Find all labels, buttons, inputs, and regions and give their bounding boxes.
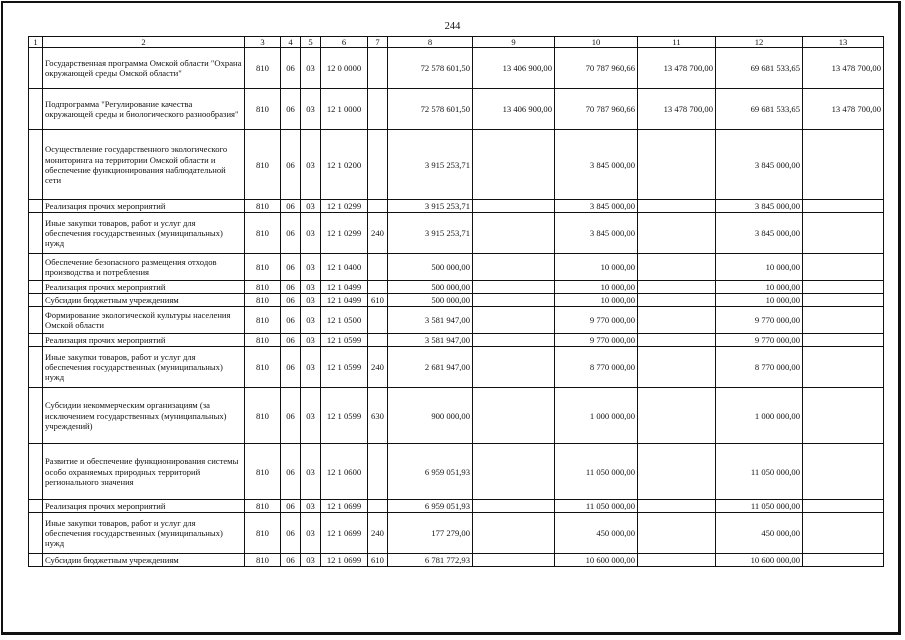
- table-row: [29, 89, 884, 130]
- table-cell: 03: [301, 130, 321, 200]
- table-cell: [638, 347, 716, 388]
- table-cell: [368, 281, 388, 294]
- table-cell: 810: [245, 294, 281, 307]
- table-cell: 1 000 000,00: [716, 388, 803, 444]
- table-cell: 06: [281, 444, 301, 500]
- table-cell: [638, 213, 716, 254]
- table-cell: 810: [245, 347, 281, 388]
- table-cell: [473, 513, 555, 554]
- table-cell: 13 406 900,00: [473, 48, 555, 89]
- table-cell: 69 681 533,65: [716, 89, 803, 130]
- table-cell: [638, 294, 716, 307]
- column-header: 1: [29, 37, 43, 48]
- table-cell: 06: [281, 347, 301, 388]
- table-cell: 810: [245, 334, 281, 347]
- table-row: [29, 388, 884, 444]
- table-cell: [368, 48, 388, 89]
- table-cell: [638, 254, 716, 281]
- table-cell: 6 959 051,93: [388, 444, 473, 500]
- table-cell: 3 915 253,71: [388, 200, 473, 213]
- table-cell: [29, 388, 43, 444]
- table-cell: [803, 444, 884, 500]
- table-cell: [638, 334, 716, 347]
- table-cell: 70 787 960,66: [555, 89, 638, 130]
- table-cell: 9 770 000,00: [716, 334, 803, 347]
- table-cell: 10 000,00: [716, 294, 803, 307]
- table-cell: 12 1 0599: [321, 334, 368, 347]
- table-cell: 11 050 000,00: [716, 444, 803, 500]
- table-cell: 12 1 0299: [321, 213, 368, 254]
- table-cell: 3 845 000,00: [555, 200, 638, 213]
- table-cell: [29, 444, 43, 500]
- table-cell: [803, 213, 884, 254]
- table-cell: 72 578 601,50: [388, 48, 473, 89]
- table-row: [29, 513, 884, 554]
- row-name-cell: Субсидии бюджетным учреждениям: [43, 554, 245, 567]
- row-name-cell: Реализация прочих мероприятий: [43, 500, 245, 513]
- table-cell: 06: [281, 254, 301, 281]
- row-name-cell: Осуществление государственного экологического мониторинга на территории Омской области и обеспечение функционирования наблюдательной сети: [43, 130, 245, 200]
- table-cell: 177 279,00: [388, 513, 473, 554]
- column-header: 5: [301, 37, 321, 48]
- table-cell: [368, 130, 388, 200]
- table-row: [29, 334, 884, 347]
- table-cell: [368, 254, 388, 281]
- table-cell: 6 781 772,93: [388, 554, 473, 567]
- column-header: 4: [281, 37, 301, 48]
- table-cell: [803, 513, 884, 554]
- column-header: 10: [555, 37, 638, 48]
- table-cell: 1 000 000,00: [555, 388, 638, 444]
- table-cell: 06: [281, 334, 301, 347]
- table-cell: 12 1 0000: [321, 89, 368, 130]
- table-row: [29, 130, 884, 200]
- table-cell: 12 1 0699: [321, 554, 368, 567]
- row-name-cell: Подпрограмма "Регулирование качества окружающей среды и биологического разнообразия": [43, 89, 245, 130]
- table-cell: 03: [301, 48, 321, 89]
- table-cell: [638, 554, 716, 567]
- table-row: [29, 281, 884, 294]
- table-cell: 810: [245, 554, 281, 567]
- table-cell: [473, 213, 555, 254]
- table-cell: [473, 200, 555, 213]
- table-cell: 10 600 000,00: [555, 554, 638, 567]
- table-cell: 03: [301, 500, 321, 513]
- table-cell: 10 000,00: [555, 254, 638, 281]
- table-cell: 06: [281, 48, 301, 89]
- table-cell: 810: [245, 254, 281, 281]
- table-cell: 12 1 0699: [321, 500, 368, 513]
- table-cell: [473, 347, 555, 388]
- table-cell: 06: [281, 89, 301, 130]
- table-cell: [803, 254, 884, 281]
- table-cell: 810: [245, 281, 281, 294]
- table-cell: 240: [368, 513, 388, 554]
- table-cell: [29, 347, 43, 388]
- table-cell: [473, 500, 555, 513]
- table-cell: [803, 554, 884, 567]
- table-row: [29, 444, 884, 500]
- table-cell: 12 1 0299: [321, 200, 368, 213]
- table-cell: 06: [281, 213, 301, 254]
- table-cell: 06: [281, 294, 301, 307]
- table-cell: 3 845 000,00: [716, 213, 803, 254]
- page-number: 244: [444, 21, 461, 32]
- table-cell: 13 406 900,00: [473, 89, 555, 130]
- row-name-cell: Субсидии некоммерческим организациям (за исключением государственных (муниципальных) учреждений): [43, 388, 245, 444]
- table-cell: [29, 554, 43, 567]
- table-cell: [473, 307, 555, 334]
- table-cell: 3 581 947,00: [388, 334, 473, 347]
- table-cell: 12 1 0599: [321, 388, 368, 444]
- table-cell: 03: [301, 334, 321, 347]
- column-header: 7: [368, 37, 388, 48]
- table-row: [29, 347, 884, 388]
- table-cell: 69 681 533,65: [716, 48, 803, 89]
- row-name-cell: Обеспечение безопасного размещения отходов производства и потребления: [43, 254, 245, 281]
- table-cell: 12 1 0600: [321, 444, 368, 500]
- table-cell: 06: [281, 388, 301, 444]
- row-name-cell: Реализация прочих мероприятий: [43, 334, 245, 347]
- table-cell: [473, 130, 555, 200]
- table-cell: 12 1 0200: [321, 130, 368, 200]
- table-cell: 8 770 000,00: [716, 347, 803, 388]
- table-cell: 11 050 000,00: [555, 444, 638, 500]
- table-cell: 3 845 000,00: [716, 200, 803, 213]
- table-cell: [638, 130, 716, 200]
- table-cell: [803, 294, 884, 307]
- table-cell: 630: [368, 388, 388, 444]
- table-cell: 450 000,00: [555, 513, 638, 554]
- table-cell: [638, 281, 716, 294]
- table-cell: [638, 307, 716, 334]
- table-cell: 03: [301, 307, 321, 334]
- table-cell: [368, 334, 388, 347]
- row-name-cell: Иные закупки товаров, работ и услуг для обеспечения государственных (муниципальных) нужд: [43, 213, 245, 254]
- table-cell: 03: [301, 200, 321, 213]
- table-cell: 11 050 000,00: [716, 500, 803, 513]
- table-cell: 3 845 000,00: [555, 213, 638, 254]
- table-cell: [638, 388, 716, 444]
- table-cell: 9 770 000,00: [555, 334, 638, 347]
- table-row: [29, 307, 884, 334]
- table-cell: [29, 48, 43, 89]
- table-cell: 12 1 0599: [321, 347, 368, 388]
- table-cell: [29, 281, 43, 294]
- table-cell: 03: [301, 347, 321, 388]
- table-cell: 8 770 000,00: [555, 347, 638, 388]
- table-cell: [803, 500, 884, 513]
- row-name-cell: Формирование экологической культуры населения Омской области: [43, 307, 245, 334]
- table-cell: 03: [301, 213, 321, 254]
- column-header: 9: [473, 37, 555, 48]
- table-cell: 900 000,00: [388, 388, 473, 444]
- table-cell: [638, 444, 716, 500]
- table-cell: [29, 89, 43, 130]
- table-cell: 06: [281, 281, 301, 294]
- table-cell: 2 681 947,00: [388, 347, 473, 388]
- table-cell: 03: [301, 513, 321, 554]
- table-cell: [368, 444, 388, 500]
- column-header: 8: [388, 37, 473, 48]
- table-cell: [473, 281, 555, 294]
- header-row: [29, 37, 884, 48]
- row-name-cell: Реализация прочих мероприятий: [43, 281, 245, 294]
- table-cell: [473, 388, 555, 444]
- table-cell: 240: [368, 347, 388, 388]
- table-cell: [368, 89, 388, 130]
- table-cell: 3 915 253,71: [388, 130, 473, 200]
- table-cell: 10 000,00: [555, 294, 638, 307]
- table-cell: 3 581 947,00: [388, 307, 473, 334]
- table-cell: 70 787 960,66: [555, 48, 638, 89]
- table-cell: [29, 334, 43, 347]
- table-cell: 240: [368, 213, 388, 254]
- row-name-cell: Субсидии бюджетным учреждениям: [43, 294, 245, 307]
- table-row: [29, 213, 884, 254]
- table-cell: [638, 200, 716, 213]
- table-cell: [29, 294, 43, 307]
- row-name-cell: Государственная программа Омской области "Охрана окружающей среды Омской области": [43, 48, 245, 89]
- table-cell: 6 959 051,93: [388, 500, 473, 513]
- table-cell: [473, 294, 555, 307]
- table-cell: 10 000,00: [555, 281, 638, 294]
- row-name-cell: Иные закупки товаров, работ и услуг для обеспечения государственных (муниципальных) нужд: [43, 513, 245, 554]
- column-header: 12: [716, 37, 803, 48]
- table-cell: 06: [281, 307, 301, 334]
- table-cell: 810: [245, 388, 281, 444]
- table-row: [29, 254, 884, 281]
- table-cell: 10 000,00: [716, 254, 803, 281]
- table-cell: 3 915 253,71: [388, 213, 473, 254]
- table-cell: [29, 254, 43, 281]
- table-cell: 810: [245, 307, 281, 334]
- table-cell: 03: [301, 554, 321, 567]
- table-row: [29, 294, 884, 307]
- table-cell: [29, 130, 43, 200]
- table-cell: 03: [301, 294, 321, 307]
- table-cell: 06: [281, 130, 301, 200]
- table-cell: 12 1 0499: [321, 294, 368, 307]
- table-cell: 11 050 000,00: [555, 500, 638, 513]
- table-cell: 12 1 0500: [321, 307, 368, 334]
- table-cell: 450 000,00: [716, 513, 803, 554]
- table-cell: 03: [301, 444, 321, 500]
- table-cell: [473, 444, 555, 500]
- row-name-cell: Реализация прочих мероприятий: [43, 200, 245, 213]
- table-cell: [803, 307, 884, 334]
- table-cell: 13 478 700,00: [638, 48, 716, 89]
- table-cell: [368, 500, 388, 513]
- column-header: 6: [321, 37, 368, 48]
- table-cell: 72 578 601,50: [388, 89, 473, 130]
- table-cell: [803, 388, 884, 444]
- table-cell: 06: [281, 513, 301, 554]
- table-cell: [473, 254, 555, 281]
- table-cell: 810: [245, 444, 281, 500]
- table-cell: [803, 334, 884, 347]
- row-name-cell: Иные закупки товаров, работ и услуг для обеспечения государственных (муниципальных) нужд: [43, 347, 245, 388]
- table-cell: 810: [245, 89, 281, 130]
- table-cell: 03: [301, 281, 321, 294]
- table-cell: 06: [281, 200, 301, 213]
- table-cell: 610: [368, 294, 388, 307]
- table-row: [29, 48, 884, 89]
- table-cell: [368, 200, 388, 213]
- table-cell: 3 845 000,00: [555, 130, 638, 200]
- table-row: [29, 200, 884, 213]
- table-cell: 12 0 0000: [321, 48, 368, 89]
- table-cell: 500 000,00: [388, 281, 473, 294]
- table-row: [29, 554, 884, 567]
- table-cell: 9 770 000,00: [716, 307, 803, 334]
- table-cell: 12 1 0499: [321, 281, 368, 294]
- table-cell: 810: [245, 48, 281, 89]
- table-cell: 12 1 0400: [321, 254, 368, 281]
- table-cell: [473, 334, 555, 347]
- column-header: 2: [43, 37, 245, 48]
- table-cell: 10 000,00: [716, 281, 803, 294]
- table-cell: 12 1 0699: [321, 513, 368, 554]
- table-cell: 06: [281, 500, 301, 513]
- table-cell: 13 478 700,00: [803, 48, 884, 89]
- row-name-cell: Развитие и обеспечение функционирования системы особо охраняемых природных территорий регионального значения: [43, 444, 245, 500]
- table-cell: 3 845 000,00: [716, 130, 803, 200]
- column-header: 11: [638, 37, 716, 48]
- table-row: [29, 500, 884, 513]
- table-cell: 9 770 000,00: [555, 307, 638, 334]
- table-cell: 810: [245, 200, 281, 213]
- table-cell: 03: [301, 388, 321, 444]
- table-cell: 13 478 700,00: [803, 89, 884, 130]
- table-cell: 810: [245, 130, 281, 200]
- table-cell: [803, 281, 884, 294]
- table-cell: [638, 500, 716, 513]
- table-cell: [803, 347, 884, 388]
- table-cell: 13 478 700,00: [638, 89, 716, 130]
- table-cell: [638, 513, 716, 554]
- table-cell: [29, 500, 43, 513]
- table-cell: [473, 554, 555, 567]
- budget-table: [28, 36, 884, 567]
- table-cell: 810: [245, 513, 281, 554]
- table-cell: 500 000,00: [388, 254, 473, 281]
- table-cell: [803, 200, 884, 213]
- column-header: 3: [245, 37, 281, 48]
- table-cell: [29, 307, 43, 334]
- table-cell: 810: [245, 213, 281, 254]
- table-cell: 500 000,00: [388, 294, 473, 307]
- table-cell: [803, 130, 884, 200]
- table-cell: [29, 513, 43, 554]
- table-cell: 03: [301, 254, 321, 281]
- table-cell: [368, 307, 388, 334]
- table-cell: 810: [245, 500, 281, 513]
- table-cell: 610: [368, 554, 388, 567]
- table-cell: [29, 200, 43, 213]
- column-header: 13: [803, 37, 884, 48]
- table-cell: 06: [281, 554, 301, 567]
- table-cell: 03: [301, 89, 321, 130]
- table-cell: 10 600 000,00: [716, 554, 803, 567]
- table-cell: [29, 213, 43, 254]
